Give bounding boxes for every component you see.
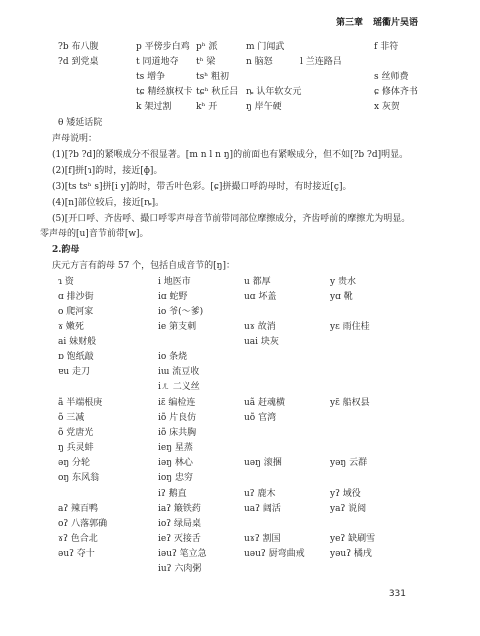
final-cell: o 爬河家 [58, 307, 94, 317]
final-cell: uõ 官湾 [244, 413, 277, 423]
final-cell: y 贵水 [330, 277, 356, 287]
section-heading: 2.韵母 [52, 245, 80, 255]
final-cell: ɐu 走刀 [58, 367, 91, 377]
final-cell: ieŋ 星蒸 [158, 443, 193, 453]
chapter-title: 瑶衢片吴语 [372, 18, 418, 28]
initial-cell: ?d 到党桌 [58, 57, 99, 67]
final-cell: əŋ 分轮 [58, 458, 90, 468]
final-cell: uɑ 坏盖 [244, 292, 277, 302]
final-cell: iõ 床共胸 [158, 428, 197, 438]
initial-cell: ɕ 修体齐书 [374, 87, 418, 97]
final-cell: yəuʔ 橘戌 [330, 549, 372, 559]
final-cell: iəŋ 林心 [158, 458, 193, 468]
initial-cell: x 灰贺 [374, 102, 400, 112]
final-cell: oŋ 东风翁 [58, 473, 100, 483]
running-header [336, 18, 418, 29]
final-cell: ɤ 嫩死 [58, 322, 84, 332]
final-cell: yɛ̃ 船权县 [330, 398, 370, 408]
final-cell: iɑ 蛇野 [158, 292, 188, 302]
initial-cell: θ 矮延话院 [58, 118, 103, 128]
initial-cell: k 架过割 [136, 102, 172, 112]
final-cell: õ 党唐光 [58, 428, 94, 438]
initial-cell: m 门闻武 [246, 42, 285, 52]
final-cell: yəŋ 云群 [330, 458, 368, 468]
final-cell: u 都厚 [244, 277, 271, 287]
section-intro: 庆元方言有韵母 57 个，包括自成音节的[ŋ]： [52, 261, 235, 271]
final-cell: io 条烧 [158, 352, 188, 362]
initial-cell: ts 增争 [136, 72, 166, 82]
initial-cell: f 非符 [374, 42, 399, 52]
final-cell: əuʔ 夺十 [58, 549, 95, 559]
note-item: (5)[开口呼、齐齿呼、撮口呼零声母音节前带同部位摩擦成分，齐齿呼前的摩擦尤为明显。 [52, 214, 411, 224]
note-item: (4)[n]部位较后，接近[ȵ]。 [52, 198, 165, 208]
final-cell: uɤ 故消 [244, 322, 276, 332]
final-cell: ŋ 兵灵蚌 [58, 443, 94, 453]
final-cell: uɤʔ 割国 [244, 534, 281, 544]
notes-heading: 声母说明： [52, 134, 98, 144]
final-cell: ɑ 排沙街 [58, 292, 94, 302]
final-cell: ai 妹财般 [58, 337, 97, 347]
final-cell: io 爷(～爹) [158, 307, 204, 317]
final-cell: iəuʔ 笔立急 [158, 549, 207, 559]
initial-cell: ȵ 认年软女元 [246, 87, 302, 97]
initial-cell: n 脑怒 [246, 57, 273, 67]
final-cell: ɿ 资 [58, 277, 74, 287]
final-cell: i 地医市 [158, 277, 191, 287]
final-cell: iɛ̃ 编检连 [158, 398, 196, 408]
final-cell: yeʔ 缺刷雪 [330, 534, 376, 544]
initial-cell: tsʰ 粗初 [196, 72, 229, 82]
final-cell: uʔ 鹿木 [244, 489, 276, 499]
final-cell: yɛ 雨住桂 [330, 322, 370, 332]
initial-cell: ?b 布八腹 [58, 42, 99, 52]
final-cell: uai 块灰 [244, 337, 279, 347]
final-cell: ioŋ 忠穷 [158, 473, 193, 483]
final-cell: ieʔ 灭接舌 [158, 534, 201, 544]
final-cell: iaʔ 簸铁药 [158, 504, 201, 514]
final-cell: yaʔ 说阅 [330, 504, 367, 514]
note-item: (2)[f]拼[ɿ]韵时，接近[ɸ]。 [52, 166, 163, 176]
final-cell: ã 半端根庚 [58, 398, 103, 408]
final-cell: iɯ 流豆收 [158, 367, 200, 377]
page-number: 331 [388, 589, 406, 599]
final-cell: yʔ 域役 [330, 489, 361, 499]
initial-cell: tʰ 梁 [196, 57, 216, 67]
initial-cell: l 兰连路吕 [300, 57, 342, 67]
final-cell: uã 赶魂横 [244, 398, 286, 408]
final-cell: iㄦ 二义丝 [158, 382, 200, 392]
final-cell: ɤʔ 色合北 [58, 534, 98, 544]
final-cell: õ 三减 [58, 413, 85, 423]
initial-cell: ŋ 岸午硬 [246, 102, 282, 112]
final-cell: iõ 片良仿 [158, 413, 197, 423]
initial-cell: tɕ 精经旗权卡 [136, 87, 193, 97]
chapter-label: 第三章 [335, 18, 363, 28]
initial-cell: s 丝师费 [374, 72, 409, 82]
final-cell: ioʔ 绿局桌 [158, 519, 201, 529]
initial-cell: pʰ 派 [196, 42, 218, 52]
final-cell: aʔ 辣百鸭 [58, 504, 99, 514]
initial-cell: p 平傍步白鸡 [136, 42, 190, 52]
final-cell: yɑ 靴 [330, 292, 353, 302]
final-cell: oʔ 八落郭确 [58, 519, 108, 529]
final-cell: iʔ 鹅直 [158, 489, 187, 499]
initial-cell: t 同道地夺 [136, 57, 179, 67]
note-continuation: 零声母的[u]音节前带[w]。 [40, 229, 149, 239]
note-item: (1)[?b ?d]的紧喉成分不很显著。[m n l n ŋ]的前面也有紧喉成分，但不如[?b ?d]明显。 [52, 150, 409, 160]
final-cell: ie 第支刺 [158, 322, 197, 332]
note-item: (3)[ts tsʰ s]拼[i y]韵时，带舌叶色彩。[ɕ]拼撮口呼韵母时，有时接近[ç]。 [52, 182, 352, 192]
final-cell: uaʔ 阔活 [244, 504, 281, 514]
final-cell: ɒ 饱纸敲 [58, 352, 94, 362]
initial-cell: tɕʰ 秋丘吕 [196, 87, 239, 97]
final-cell: uəuʔ 厨弯曲戒 [244, 549, 305, 559]
final-cell: uəŋ 滚捆 [244, 458, 282, 468]
final-cell: iuʔ 六肉粥 [158, 564, 202, 574]
initial-cell: kʰ 开 [196, 102, 218, 112]
